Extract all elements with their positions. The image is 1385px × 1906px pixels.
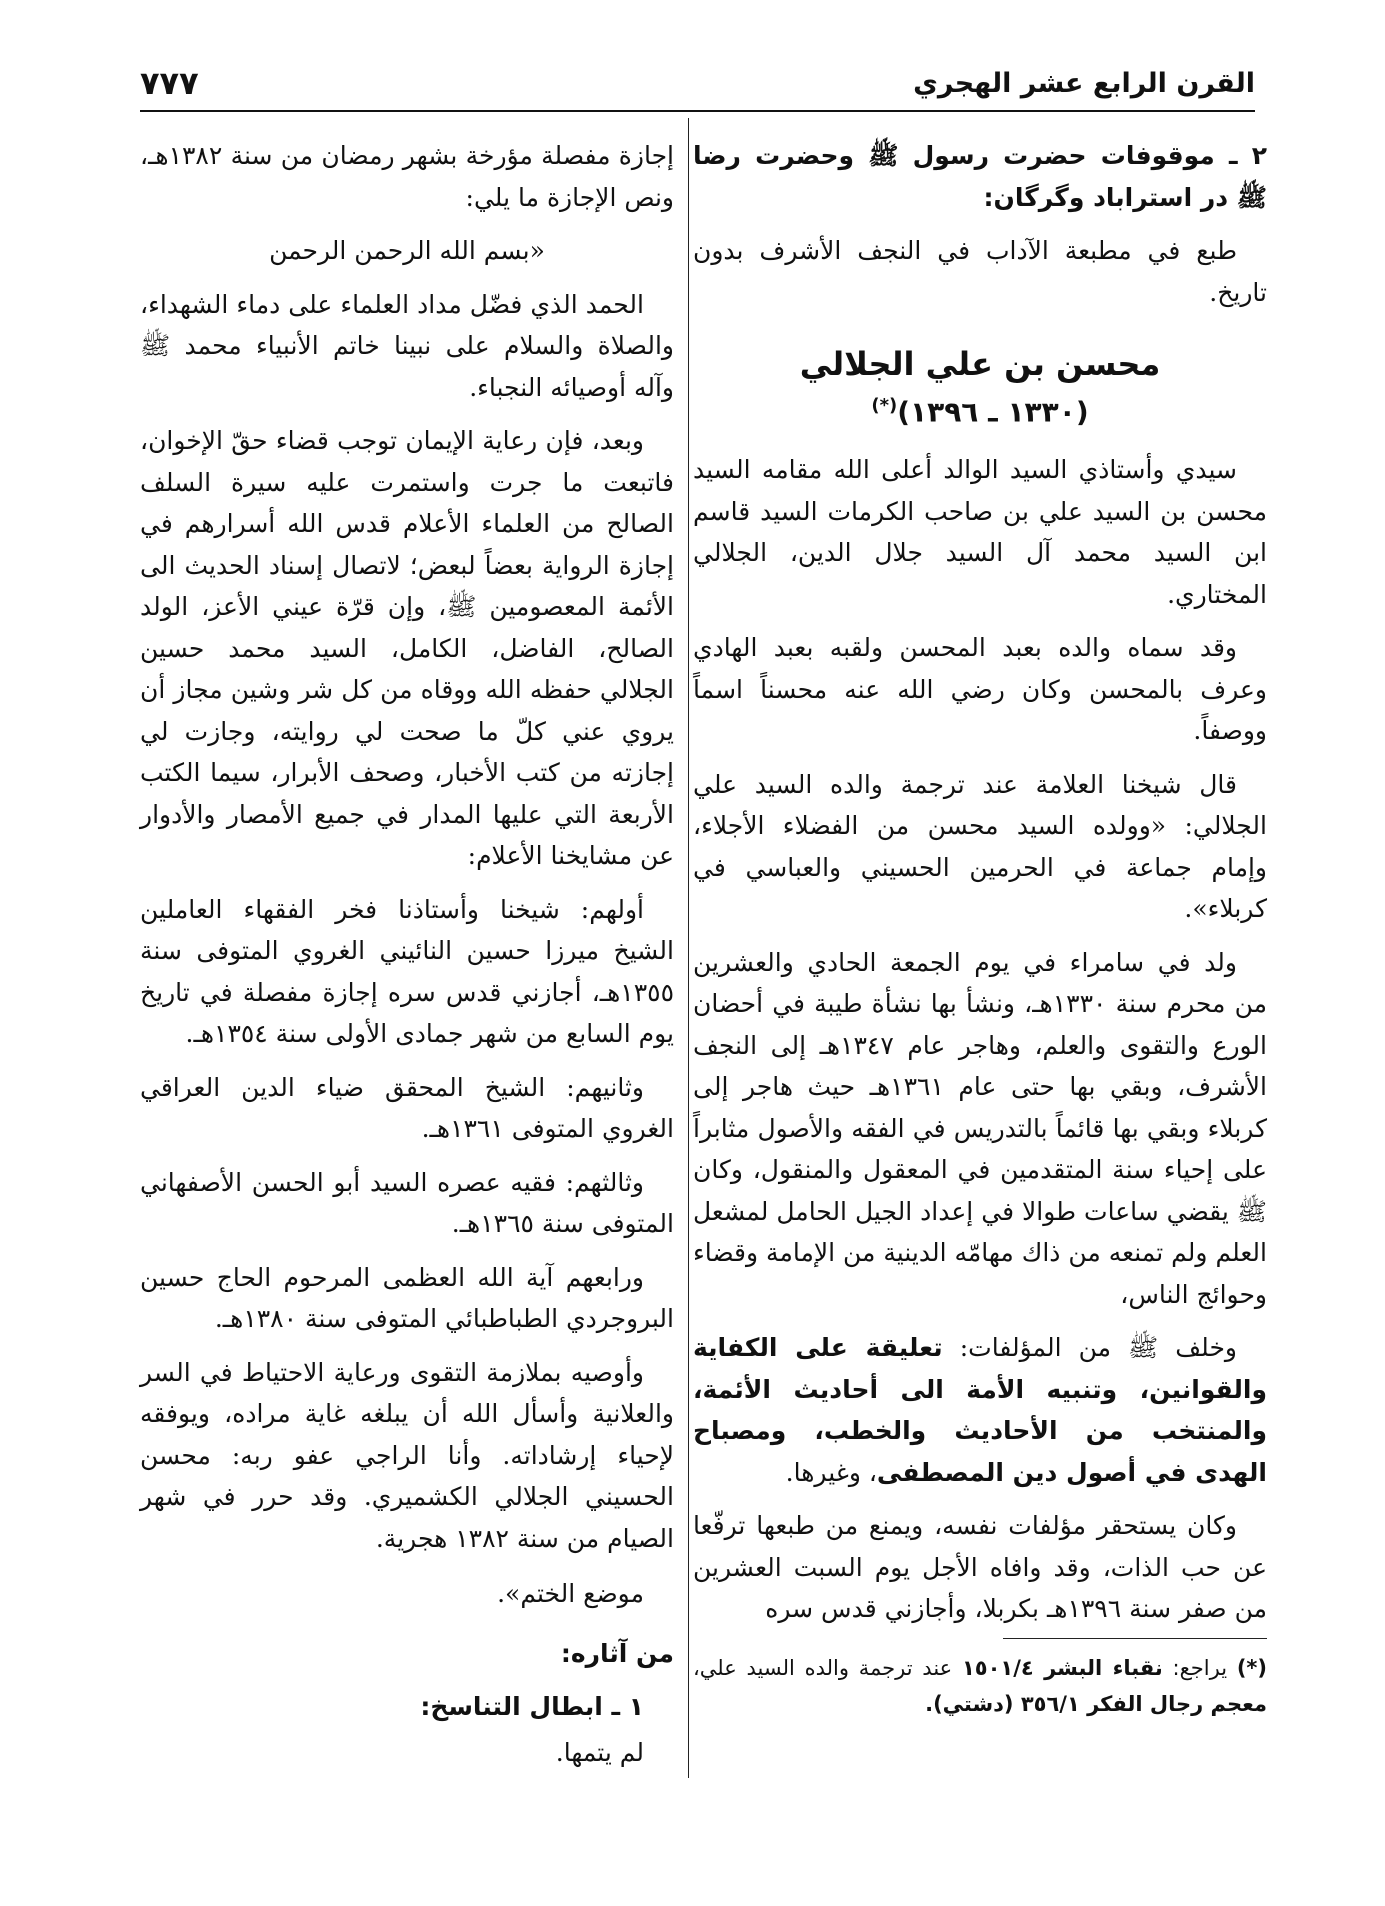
ijaza-closing: وأوصيه بملازمة التقوى ورعاية الاحتياط في السر والعلانية وأسأل الله أن يبلغه غاية مراده، ويوفقه لإحياء إرشاداته. وأنا الراجي عفو ربه: محسن الحسيني الجلالي الكشميري. وقد حرر في شهر الصيام من سنة ١٣٨٢ هجرية. (140, 1357, 674, 1553)
teacher-4: ورابعهم آية الله العظمى المرحوم الحاج حسين البروجردي الطباطبائي المتوفى سنة ١٣٨٠هـ. (140, 1262, 674, 1333)
paragraph-biography: ولد في سامراء في يوم الجمعة الحادي والعشرين من محرم سنة ١٣٣٠هـ، ونشأ بها نشأة طيبة في أحضان الورع والتقوى والعلم، وهاجر عام ١٣٤٧هـ إلى النجف الأشرف، وبقي بها حتى عام ١٣٦١هـ حيث هاجر إلى كربلاء وبقي بها قائماً بالتدريس في الفقه والأصول مثابراً على إحياء سنة المتقدمين في المعقول والمنقول، وكان ﷺ يقضي ساعات طوالا في إعداد الجيل الحامل لمشعل العلم ولم تمنعه من ذاك مهامّه الدينية من الإمامة وقضاء وحوائج الناس، (693, 947, 1268, 1309)
works-end: ، وغيرها. (785, 1457, 877, 1487)
footnote-text-b: عند ترجمة والده السيد علي، (693, 1656, 962, 1680)
work-1-title: ١ ـ ابطال التناسخ: (420, 1692, 644, 1721)
footnote-rule (1003, 1638, 1267, 1639)
entry-dates (693, 387, 1267, 431)
works-list: تعليقة على الكفاية والقوانين، وتنبيه الأمة الى أحاديث الأئمة، والمنتخب من الأحاديث والخطب، ومصباح الهدى في أصول دين المصطفى (693, 1333, 1267, 1487)
paragraph-death: وكان يستحقر مؤلفات نفسه، ويمنع من طبعها ترفّعا عن حب الذات، وقد وافاه الأجل يوم السبت العشرين من صفر سنة ١٣٩٦هـ بكربلا، وأجازني قدس سره (693, 1511, 1267, 1624)
teacher-2: وثانيهم: الشيخ المحقق ضياء الدين العراقي الغروي المتوفى ١٣٦١هـ. (140, 1072, 674, 1143)
right-column (693, 135, 1267, 1642)
footnote-ref-1: نقباء البشر ١٥٠١/٤ (961, 1656, 1163, 1680)
teacher-1: أولهم: شيخنا وأستاذنا فخر الفقهاء العاملين الشيخ ميرزا حسين النائيني الغروي المتوفى سنة ١٣٥٥هـ، أجازني قدس سره إجازة مفصلة في تاريخ يوم السابع من شهر جمادى الأولى سنة ١٣٥٤هـ. (140, 894, 674, 1048)
teacher-3: وثالثهم: فقيه عصره السيد أبو الحسن الأصفهاني المتوفى سنة ١٣٦٥هـ. (140, 1167, 674, 1238)
header-title: القرن الرابع عشر الهجري (913, 68, 1255, 99)
paragraph-lineage: سيدي وأستاذي السيد الوالد أعلى الله مقامه السيد محسن بن السيد علي بن صاحب الكرمات السيد قاسم ابن السيد محمد آل السيد جلال الدين، الجلالي المختاري. (693, 455, 1267, 609)
paragraph-naming: وقد سماه والده بعبد المحسن ولقبه بعبد الهادي وعرف بالمحسن وكان رضي الله عنه محسناً اسماً ووصفاً. (693, 633, 1267, 746)
seal-place: موضع الختم». (497, 1579, 644, 1608)
entry-title: محسن بن علي الجلالي (799, 345, 1161, 383)
footnote-text-a: يراجع: (1162, 1656, 1228, 1680)
footnote-ref-2: معجم رجال الفكر ٣٥٦/١ (دشتي). (925, 1692, 1267, 1716)
page-number: ٧٧٧ (140, 64, 199, 102)
footnote-marker-label: (*) (1236, 1656, 1267, 1680)
entry-dates-text: (١٣٣٠ ـ ١٣٩٦) (897, 395, 1089, 429)
work-1-status: لم يتمها. (555, 1737, 644, 1767)
paragraph-works (693, 1327, 1267, 1493)
ijaza-intro: إجازة مفصلة مؤرخة بشهر رمضان من سنة ١٣٨٢هـ، ونص الإجازة ما يلي: (140, 141, 674, 212)
left-column (140, 135, 674, 1785)
basmala: «بسم الله الرحمن الرحمن (269, 236, 545, 265)
work-2-heading: ٢ ـ موقوفات حضرت رسول ﷺ وحضرت رضا ﷺ در استراباد وگرگان: (693, 141, 1267, 212)
running-header (140, 64, 1255, 112)
ijaza-praise: الحمد الذي فضّل مداد العلماء على دماء الشهداء، والصلاة والسلام على نبينا خاتم الأنبياء محمد ﷺ وآله أوصيائه النجباء. (140, 289, 674, 402)
works-intro: وخلف ﷺ من المؤلفات: (942, 1333, 1237, 1363)
ijaza-body: وبعد، فإن رعاية الإيمان توجب قضاء حقّ الإخوان، فاتبعت ما جرت واستمرت عليه سيرة السلف الصالح من العلماء الأعلام قدس الله أسرارهم في إجازة الرواية بعضاً لبعض؛ لاتصال إسناد الحديث الى الأئمة المعصومين ﷺ، وإن قرّة عيني الأعز، الولد الصالح، الفاضل، الكامل، السيد محمد حسين الجلالي حفظه الله ووقاه من كل شر وشين مجاز أن يروي عني كلّ ما صحت لي روايته، وجازت لي إجازته من كتب الأخبار، وصحف الأبرار، سيما الكتب الأربعة التي عليها المدار في جميع الأمصار والأدوار عن مشايخنا الأعلام: (140, 426, 674, 870)
works-heading: من آثاره: (560, 1638, 674, 1668)
footnote (693, 1650, 1267, 1722)
work-2-publication: طبع في مطبعة الآداب في النجف الأشرف بدون تاريخ. (693, 236, 1267, 307)
paragraph-quote: قال شيخنا العلامة عند ترجمة والده السيد علي الجلالي: «وولده السيد محسن من الفضلاء الأجلاء، وإمام جماعة في الحرمين الحسيني والعباسي في كربلاء». (693, 769, 1267, 924)
column-divider (688, 118, 689, 1778)
footnote-marker: (*) (871, 395, 898, 416)
